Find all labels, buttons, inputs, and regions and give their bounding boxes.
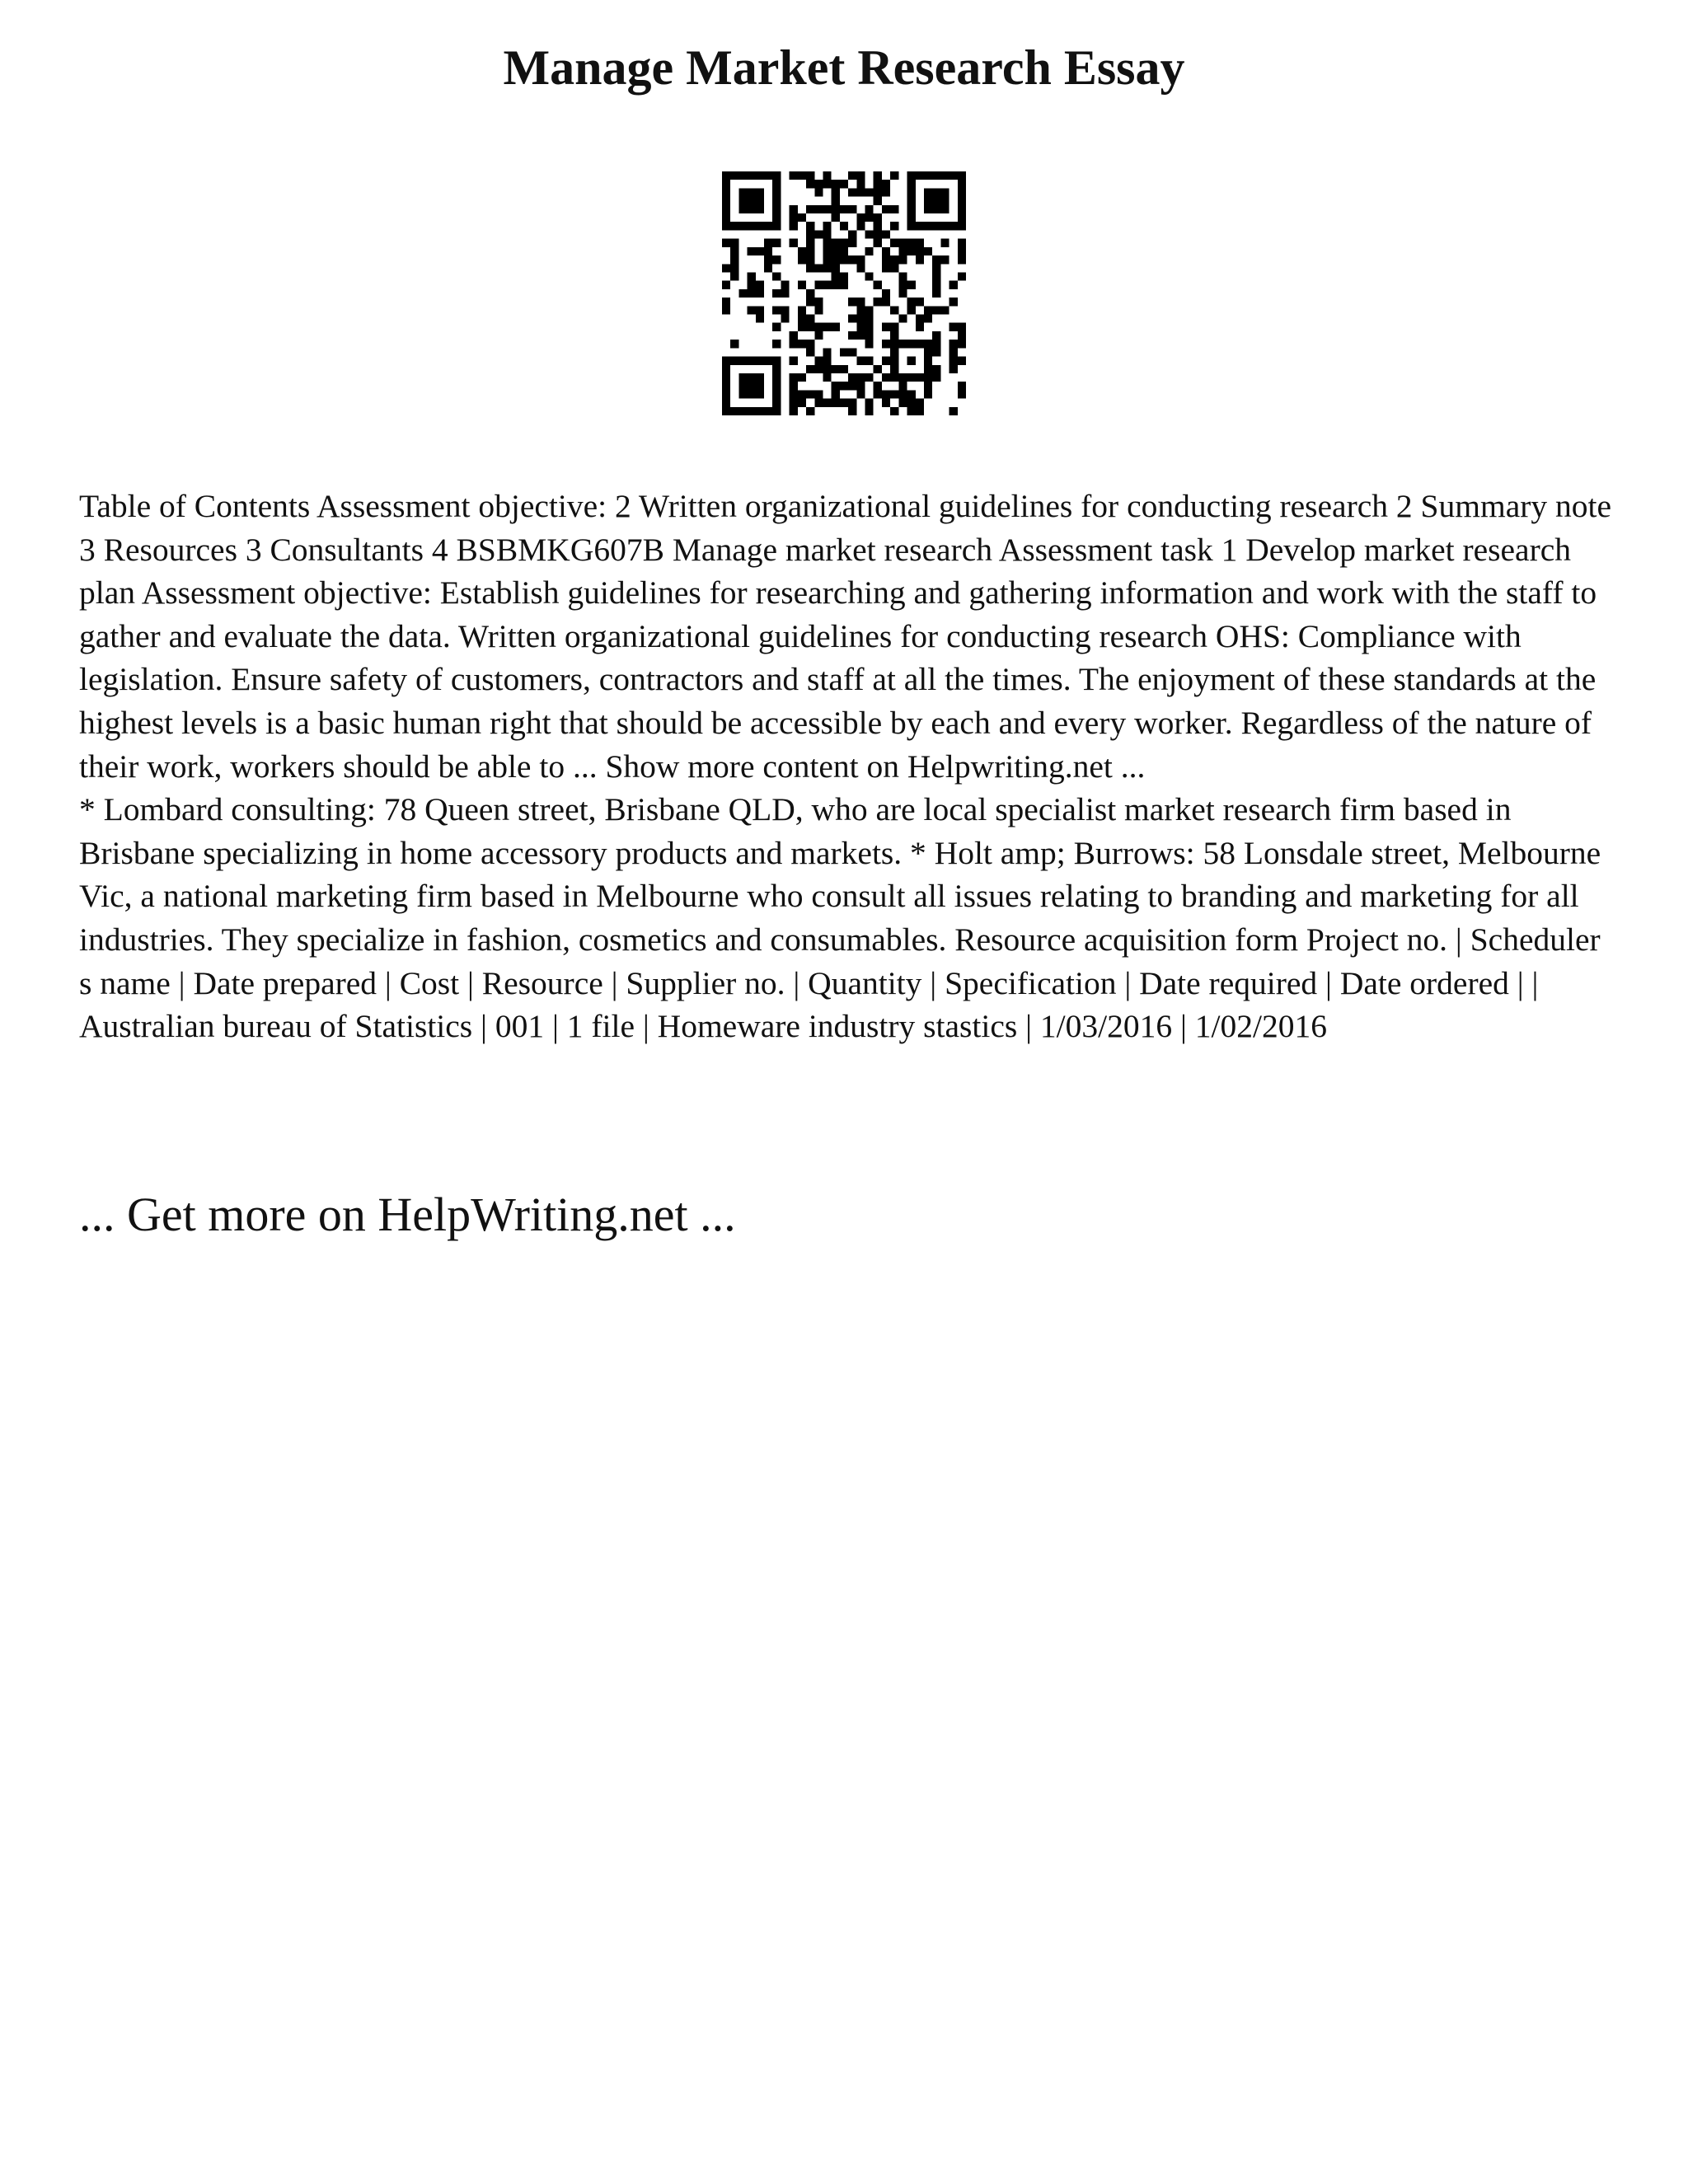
essay-body: [79, 485, 1620, 1048]
essay-paragraph: * Lombard consulting: 78 Queen street, Brisbane QLD, who are local specialist market research firm based in Brisbane specializing in home accessory products and markets. * Holt amp; Burrows: 58 Lonsdale street, Melbourne Vic, a national marketing firm based in Melbourne who consult all issues relating to branding and marketing for all industries. They specialize in fashion, cosmetics and consumables. Resource acquisition form Project no. | Scheduler s name | Date prepared | Cost | Resource | Supplier no. | Quantity | Specification | Date required | Date ordered | | Australian bureau of Statistics | 001 | 1 file | Homeware industry stastics | 1/03/2016 | 1/02/2016: [79, 791, 1601, 1045]
qr-code-icon: [722, 171, 966, 415]
essay-paragraph: Table of Contents Assessment objective: 2 Written organizational guidelines for conducting research 2 Summary note 3 Resources 3 Consultants 4 BSBMKG607B Manage market research Assessment task 1 Develop market research plan Assessment objective: Establish guidelines for researching and gathering information and work with the staff to gather and evaluate the data. Written organizational guidelines for conducting research OHS: Compliance with legislation. Ensure safety of customers, contractors and staff at all the times. The enjoyment of these standards at the highest levels is a basic human right that should be accessible by each and every worker. Regardless of the nature of their work, workers should be able to ... Show more content on Helpwriting.net ...: [79, 488, 1612, 785]
get-more-link[interactable]: ... Get more on HelpWriting.net ...: [79, 1188, 736, 1241]
page-title: Manage Market Research Essay: [503, 40, 1185, 95]
